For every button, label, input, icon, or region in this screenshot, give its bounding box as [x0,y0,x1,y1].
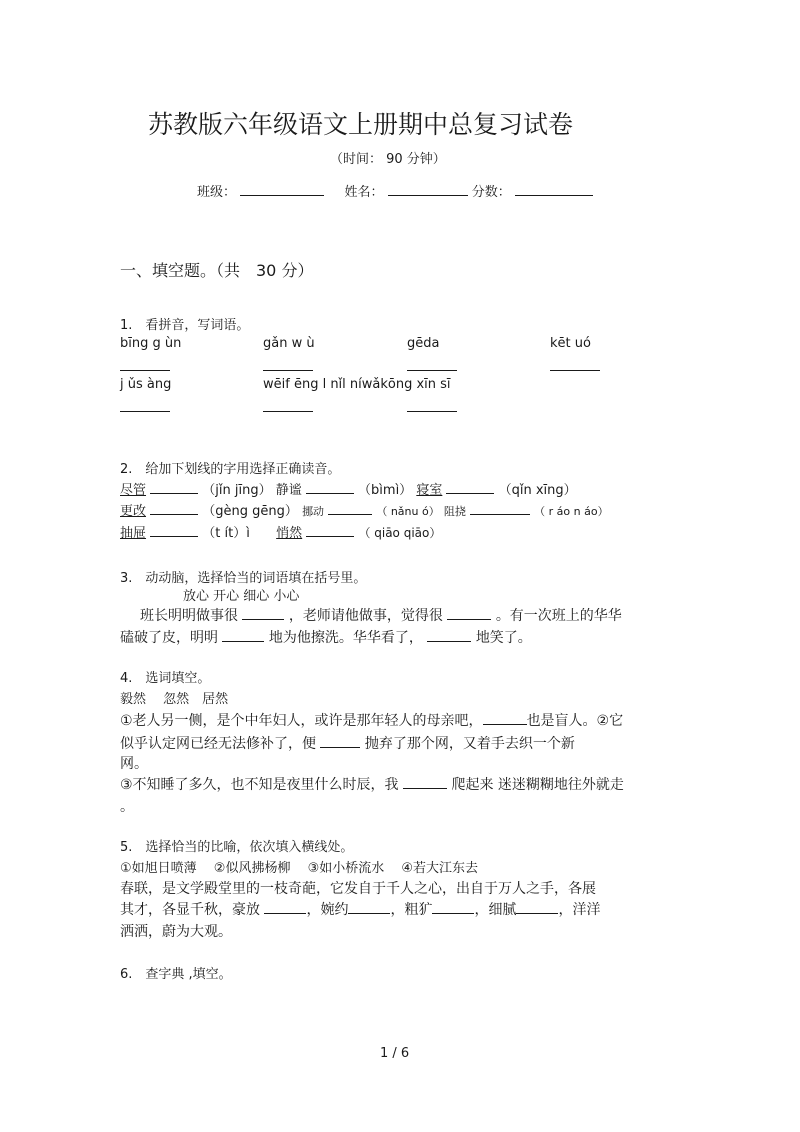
answer-blank[interactable] [150,514,198,515]
name-label: 姓名： [344,185,384,200]
answer-blank[interactable] [150,493,198,494]
q4-title: 4. 选词填空。 [120,671,211,686]
reading-options: （ qiāo qiāo） [358,526,442,540]
answer-blank[interactable] [550,358,600,371]
answer-blank[interactable] [447,619,491,620]
answer-blank[interactable] [427,641,471,642]
q5-options: ①如旭日喷薄 ②似风拂杨柳 ③如小桥流水 ④若大江东去 [120,861,479,876]
reading-options: （t ít）ì [202,526,250,541]
text-segment: 班长明明做事很 [140,608,238,624]
section-title: 一、填空题。（共 30 分） [120,261,314,280]
exam-time: （时间： 90 分钟） [330,152,446,167]
answer-blank[interactable] [483,724,527,725]
reading-options: （qǐn xīng） [498,483,577,498]
text-segment: 地笑了。 [475,630,532,646]
answer-blank[interactable] [328,514,372,515]
q5-line [120,899,600,919]
target-word: 阻挠 [443,505,466,518]
reading-options: （bìmì） [358,483,413,498]
pinyin-1: bīng g ùn [120,336,182,351]
class-field[interactable] [240,195,324,196]
score-label: 分数： [471,185,511,200]
pinyin-2: gǎn w ù [263,336,315,351]
q6-title: 6. 查字典 ,填空。 [120,967,232,982]
target-word: 尽管 [120,483,147,498]
answer-blank[interactable] [516,913,558,914]
pinyin-5: j ǔs àng [120,377,172,392]
q5-line: 春联，是文学殿堂里的一枝奇葩，它发自于千人之心，出自于万人之手，各展 [120,881,596,897]
answer-blank[interactable] [407,358,457,371]
answer-blank[interactable] [348,913,390,914]
text-segment: 抛弃了那个网，又着手去织一个新 [364,736,575,752]
text-segment: ，洋洋 [558,902,601,918]
target-word: 寝室 [416,483,443,498]
target-word: 抽屉 [120,526,147,541]
q3-line [140,605,622,625]
answer-blank[interactable] [263,399,313,412]
answer-blank[interactable] [407,399,457,412]
text-segment: 其才，各显千秋，豪放 [120,902,260,918]
target-word: 更改 [120,504,147,519]
answer-blank[interactable] [306,536,354,537]
target-word: 悄然 [276,526,303,541]
answer-blank[interactable] [432,913,474,914]
answer-blank[interactable] [264,913,306,914]
text-segment: ，老师请他做事，觉得很 [288,608,443,624]
answer-blank[interactable] [120,399,170,412]
q3-options: 放心 开心 细心 小心 [183,589,300,604]
text-segment: ，婉约 [306,902,349,918]
pinyin-4: kēt uó [550,336,591,351]
q3-title: 3. 动动脑，选择恰当的词语填在括号里。 [120,571,367,586]
pinyin-6: wēif ēng l nǐl níwǎkōng xīn sī [263,377,451,392]
q2-row [120,479,577,498]
page-number: 1 / 6 [380,1046,410,1061]
text-segment: ，细腻 [474,902,517,918]
text-segment: ，粗犷 [390,902,433,918]
q4-line: 网。 [120,756,148,772]
answer-blank[interactable] [120,358,170,371]
q4-line: 。 [120,799,134,815]
q4-line [120,774,624,794]
q5-title: 5. 选择恰当的比喻，依次填入横线处。 [120,840,354,855]
reading-options: （ nǎnu ó） [376,505,440,518]
text-segment: ③不知睡了多久，也不知是夜里什么时辰，我 [120,777,399,793]
text-segment: 爬起来 迷迷糊糊地往外就走 [451,777,624,793]
q4-line [120,710,623,730]
text-segment: 似乎认定网已经无法修补了，便 [120,736,316,752]
answer-blank[interactable] [306,493,354,494]
q4-options: 毅然 忽然 居然 [120,692,229,707]
q2-row [120,500,609,519]
reading-options: （gèng gēng） [202,504,298,519]
answer-blank[interactable] [150,536,198,537]
q3-line [120,627,532,647]
answer-blank[interactable] [320,747,360,748]
score-field[interactable] [515,195,593,196]
answer-blank[interactable] [446,493,494,494]
target-word: 挪动 [302,505,325,518]
text-segment: 地为他擦洗。华华看了， [268,630,423,646]
pinyin-3: gēda [407,336,440,351]
text-segment: 。有一次班上的华华 [495,608,622,624]
page-title: 苏教版六年级语文上册期中总复习试卷 [148,110,574,139]
answer-blank[interactable] [263,358,313,371]
target-word: 静谧 [275,483,302,498]
reading-options: （jǐn jīng） [202,483,272,498]
text-segment: ①老人另一侧，是个中年妇人，或许是那年轻人的母亲吧， [120,713,483,729]
q4-line [120,733,575,753]
answer-blank[interactable] [222,641,264,642]
answer-blank[interactable] [403,788,447,789]
q2-title: 2. 给加下划线的字用选择正确读音。 [120,462,341,477]
text-segment: 也是盲人。②它 [526,713,624,729]
q2-row [120,522,441,541]
class-label: 班级： [197,185,237,200]
q5-line: 洒洒，蔚为大观。 [120,924,232,940]
name-field[interactable] [388,195,468,196]
text-segment: 磕破了皮，明明 [120,630,218,646]
info-line [197,181,593,200]
answer-blank[interactable] [242,619,284,620]
reading-options: （ r áo n áo） [534,505,609,518]
answer-blank[interactable] [470,514,530,515]
q1-title: 1. 看拼音，写词语。 [120,318,250,333]
